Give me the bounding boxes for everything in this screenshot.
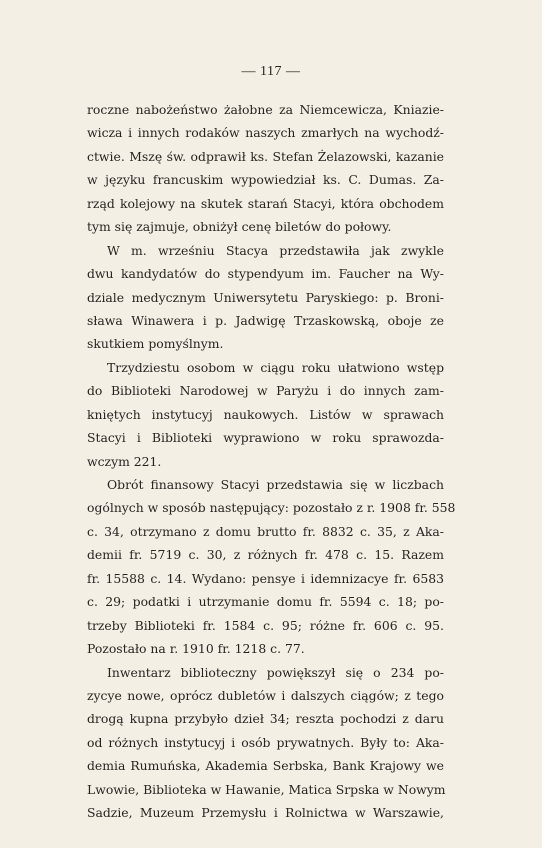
page-number: — 117 — [241,64,301,79]
text-line: c. 34, otrzymano z domu brutto fr. 8832 c. 35, z Aka- [87,523,444,539]
text-line: skutkiem pomyślnym. [87,336,224,352]
text-line: rząd kolejowy na skutek starań Stacyi, która obchodem [87,195,444,211]
text-line: demii fr. 5719 c. 30, z różnych fr. 478 c. 15. Razem [87,547,444,563]
text-line: W m. wrześniu Stacya przedstawiła jak zwykle [107,242,444,258]
text-line: drogą kupna przybyło dzieł 34; reszta pochodzi z daru [87,711,444,727]
text-line: wicza i innych rodaków naszych zmarłych na wychodź- [87,125,444,141]
text-line: Inwentarz biblioteczny powiększył się o 234 po- [107,664,444,680]
text-line: Sadzie, Muzeum Przemysłu i Rolnictwa w Warszawie, [87,805,444,821]
text-line: kniętych instytucyj naukowych. Listów w sprawach [87,406,444,422]
text-line: c. 29; podatki i utrzymanie domu fr. 5594 c. 18; po- [87,594,444,610]
text-line: w języku francuskim wypowiedział ks. C. Dumas. Za- [87,172,444,188]
text-line: dziale medycznym Uniwersytetu Paryskiego: p. Broni- [87,289,444,305]
text-line: demia Rumuńska, Akademia Serbska, Bank Krajowy we [87,758,444,774]
text-line: dwu kandydatów do stypendyum im. Faucher na Wy- [87,266,444,282]
text-line: ctwie. Mszę św. odprawił ks. Stefan Żelazowski, kazanie [87,148,444,164]
text-line: sława Winawera i p. Jadwigę Trzaskowską, oboje ze [87,312,444,328]
text-line: wczym 221. [87,453,162,469]
text-line: Pozostało na r. 1910 fr. 1218 c. 77. [87,641,305,657]
text-line: Lwowie, Biblioteka w Hawanie, Matica Srpska w Nowym [87,781,446,797]
text-line: do Biblioteki Narodowej w Paryżu i do innych zam- [87,383,444,399]
body-text [87,98,456,825]
text-line: roczne nabożeństwo żałobne za Niemcewicza, Kniazie- [87,102,444,117]
text-line: Stacyi i Biblioteki wyprawiono w roku sprawozda- [87,430,444,446]
text-line: tym się zajmuje, obniżył cenę biletów do połowy. [87,219,392,235]
text-line: Trzydziestu osobom w ciągu roku ułatwiono wstęp [107,359,444,375]
text-line: trzeby Biblioteki fr. 1584 c. 95; różne fr. 606 c. 95. [87,617,444,633]
text-line: od różnych instytucyj i osób prywatnych. Były to: Aka- [87,734,444,750]
text-line: Obrót finansowy Stacyi przedstawia się w liczbach [107,477,444,492]
text-line: fr. 15588 c. 14. Wydano: pensye i idemnizacye fr. 6583 [87,570,444,586]
text-line: ogólnych w sposób następujący: pozostało z r. 1908 fr. 558 [87,500,456,516]
text-line: zycye nowe, oprócz dubletów i dalszych ciągów; z tego [87,687,444,703]
